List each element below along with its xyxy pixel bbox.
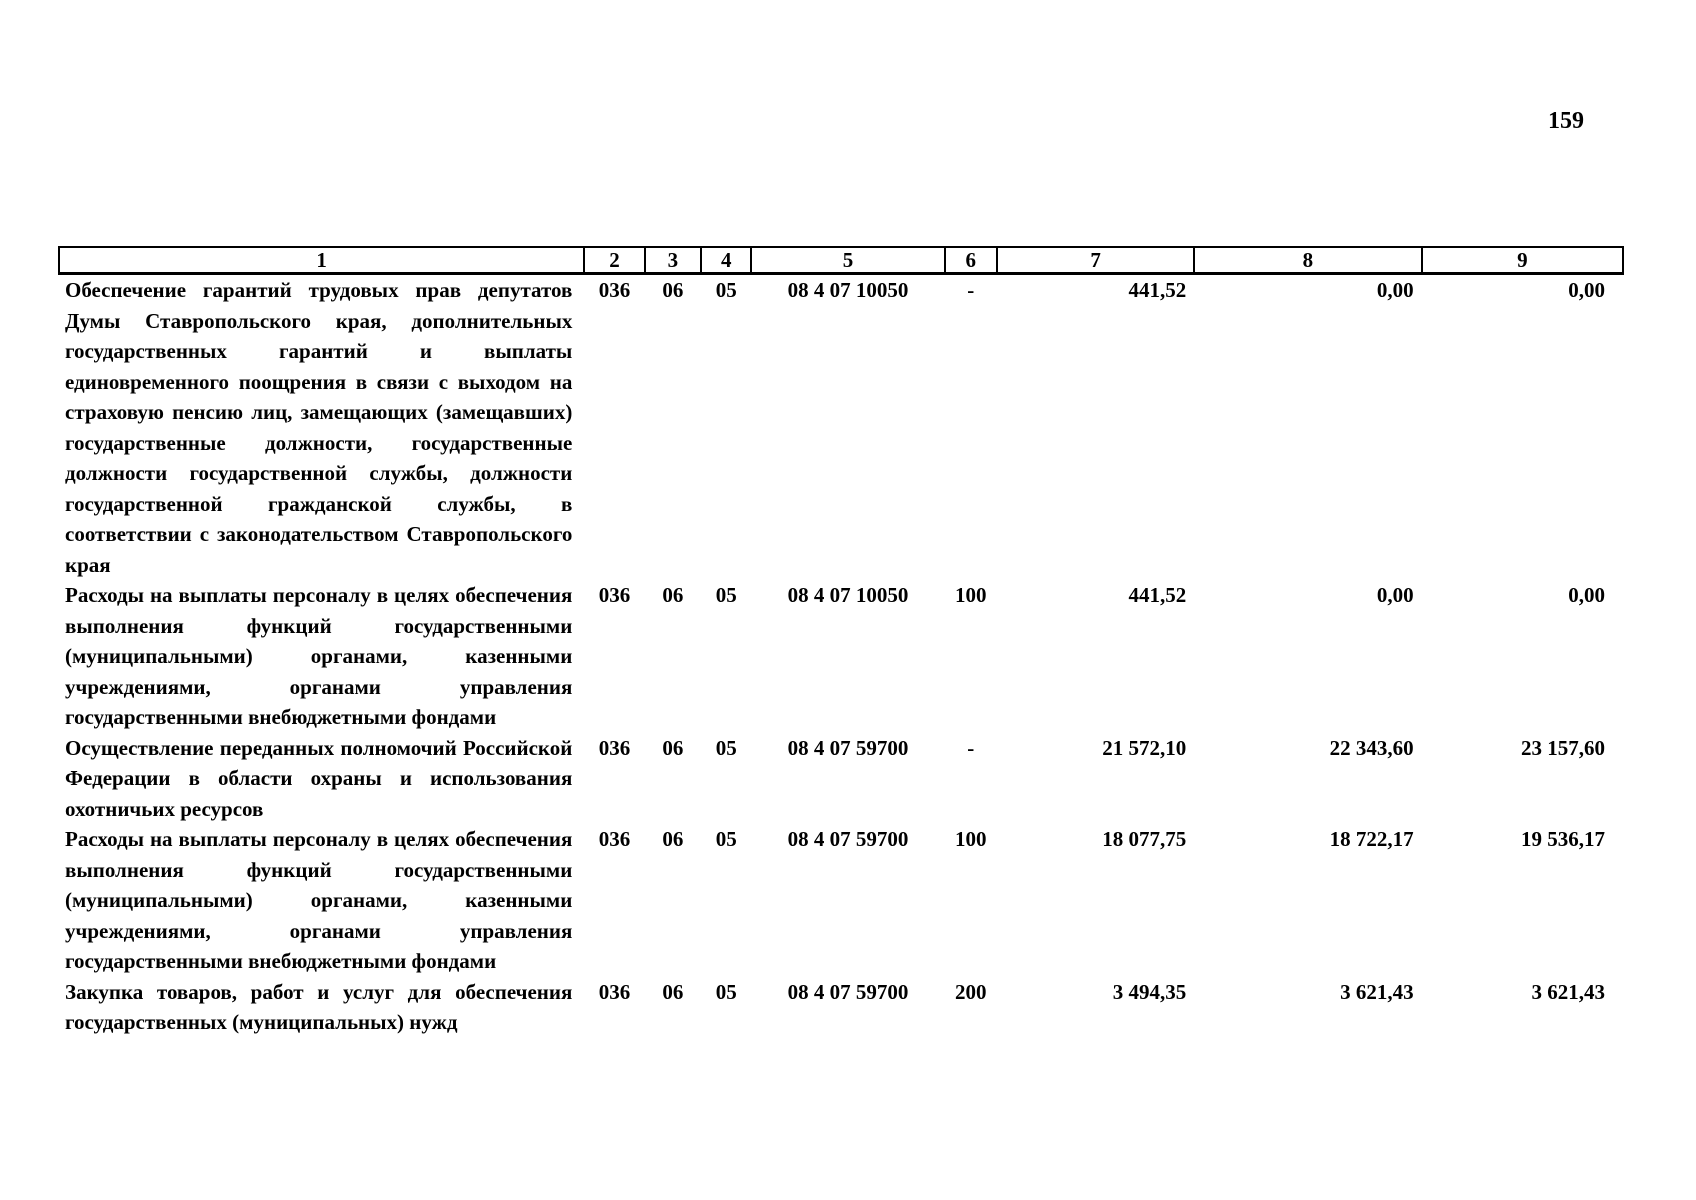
row-col-9: 23 157,60 (1521, 735, 1605, 760)
row-col-2: 036 (598, 735, 631, 760)
row-col-8: 0,00 (1376, 583, 1414, 607)
row-col-2: 036 (598, 278, 631, 302)
row-col-2: 036 (598, 827, 631, 851)
row-col-6: - (967, 278, 975, 302)
row-col-4: 05 (715, 827, 737, 851)
header-col-2: 2 (584, 247, 644, 274)
header-col-7: 7 (997, 247, 1194, 274)
header-col-6: 6 (945, 247, 997, 274)
row-col-8: 3 621,43 (1340, 979, 1414, 1004)
header-col-8: 8 (1194, 247, 1421, 274)
table-row (59, 274, 1623, 581)
header-col-3: 3 (645, 247, 701, 274)
table-header-row (59, 247, 1623, 274)
row-col-5: 08 4 07 59700 (787, 827, 909, 851)
table-row (59, 580, 1623, 733)
row-col-9: 3 621,43 (1531, 979, 1605, 1004)
header-col-5: 5 (751, 247, 944, 274)
row-description: Осуществление переданных полномочий Российской Федерации в области охраны и использования охотничьих ресурсов (65, 735, 573, 821)
header-col-9: 9 (1422, 247, 1623, 274)
header-col-4: 4 (701, 247, 751, 274)
table-row (59, 824, 1623, 977)
row-col-5: 08 4 07 10050 (787, 278, 909, 302)
row-col-3: 06 (662, 278, 684, 302)
row-description: Расходы на выплаты персоналу в целях обеспечения выполнения функций государственными (муниципальными) органами, казенными учреждениями, органами управления государственными внебюджетными фондами (65, 827, 573, 973)
page-number: 159 (1548, 108, 1584, 134)
row-description: Обеспечение гарантий трудовых прав депутатов Думы Ставропольского края, дополнительных государственных гарантий и выплаты единовременного поощрения в связи с выходом на страховую пенсию лиц, замещающих (замещавших) государственные должности, государственные должности государственной службы, должности государственной гражданской службы, в соответствии с законодательством Ставропольского края (65, 278, 573, 577)
row-description: Расходы на выплаты персоналу в целях обеспечения выполнения функций государственными (муниципальными) органами, казенными учреждениями, органами управления государственными внебюджетными фондами (65, 583, 573, 729)
row-col-5: 08 4 07 10050 (787, 583, 909, 607)
row-col-4: 05 (715, 583, 737, 607)
row-col-8: 22 343,60 (1329, 735, 1414, 760)
row-col-7: 21 572,10 (1102, 735, 1187, 760)
row-col-6: 100 (955, 827, 987, 851)
row-col-2: 036 (598, 583, 631, 607)
row-col-2: 036 (598, 979, 631, 1004)
row-col-4: 05 (715, 979, 737, 1004)
row-col-4: 05 (715, 278, 737, 302)
budget-table (58, 246, 1624, 1038)
row-col-5: 08 4 07 59700 (787, 979, 909, 1004)
row-col-7: 3 494,35 (1112, 979, 1187, 1004)
row-col-6: - (967, 735, 975, 760)
row-description: Закупка товаров, работ и услуг для обеспечения государственных (муниципальных) нужд (65, 979, 573, 1034)
row-col-4: 05 (715, 735, 737, 760)
row-col-7: 441,52 (1128, 278, 1187, 302)
row-col-3: 06 (662, 735, 684, 760)
header-col-1: 1 (59, 247, 584, 274)
row-col-8: 0,00 (1376, 278, 1414, 302)
row-col-9: 0,00 (1568, 278, 1605, 302)
row-col-9: 19 536,17 (1521, 827, 1605, 851)
row-col-8: 18 722,17 (1329, 827, 1414, 851)
row-col-7: 441,52 (1128, 583, 1187, 607)
row-col-3: 06 (662, 583, 684, 607)
row-col-6: 100 (955, 583, 987, 607)
row-col-7: 18 077,75 (1102, 827, 1187, 851)
row-col-3: 06 (662, 827, 684, 851)
table-row (59, 977, 1623, 1038)
row-col-3: 06 (662, 979, 684, 1004)
row-col-5: 08 4 07 59700 (787, 735, 909, 760)
table-row (59, 733, 1623, 825)
row-col-9: 0,00 (1568, 583, 1605, 607)
row-col-6: 200 (955, 979, 987, 1004)
